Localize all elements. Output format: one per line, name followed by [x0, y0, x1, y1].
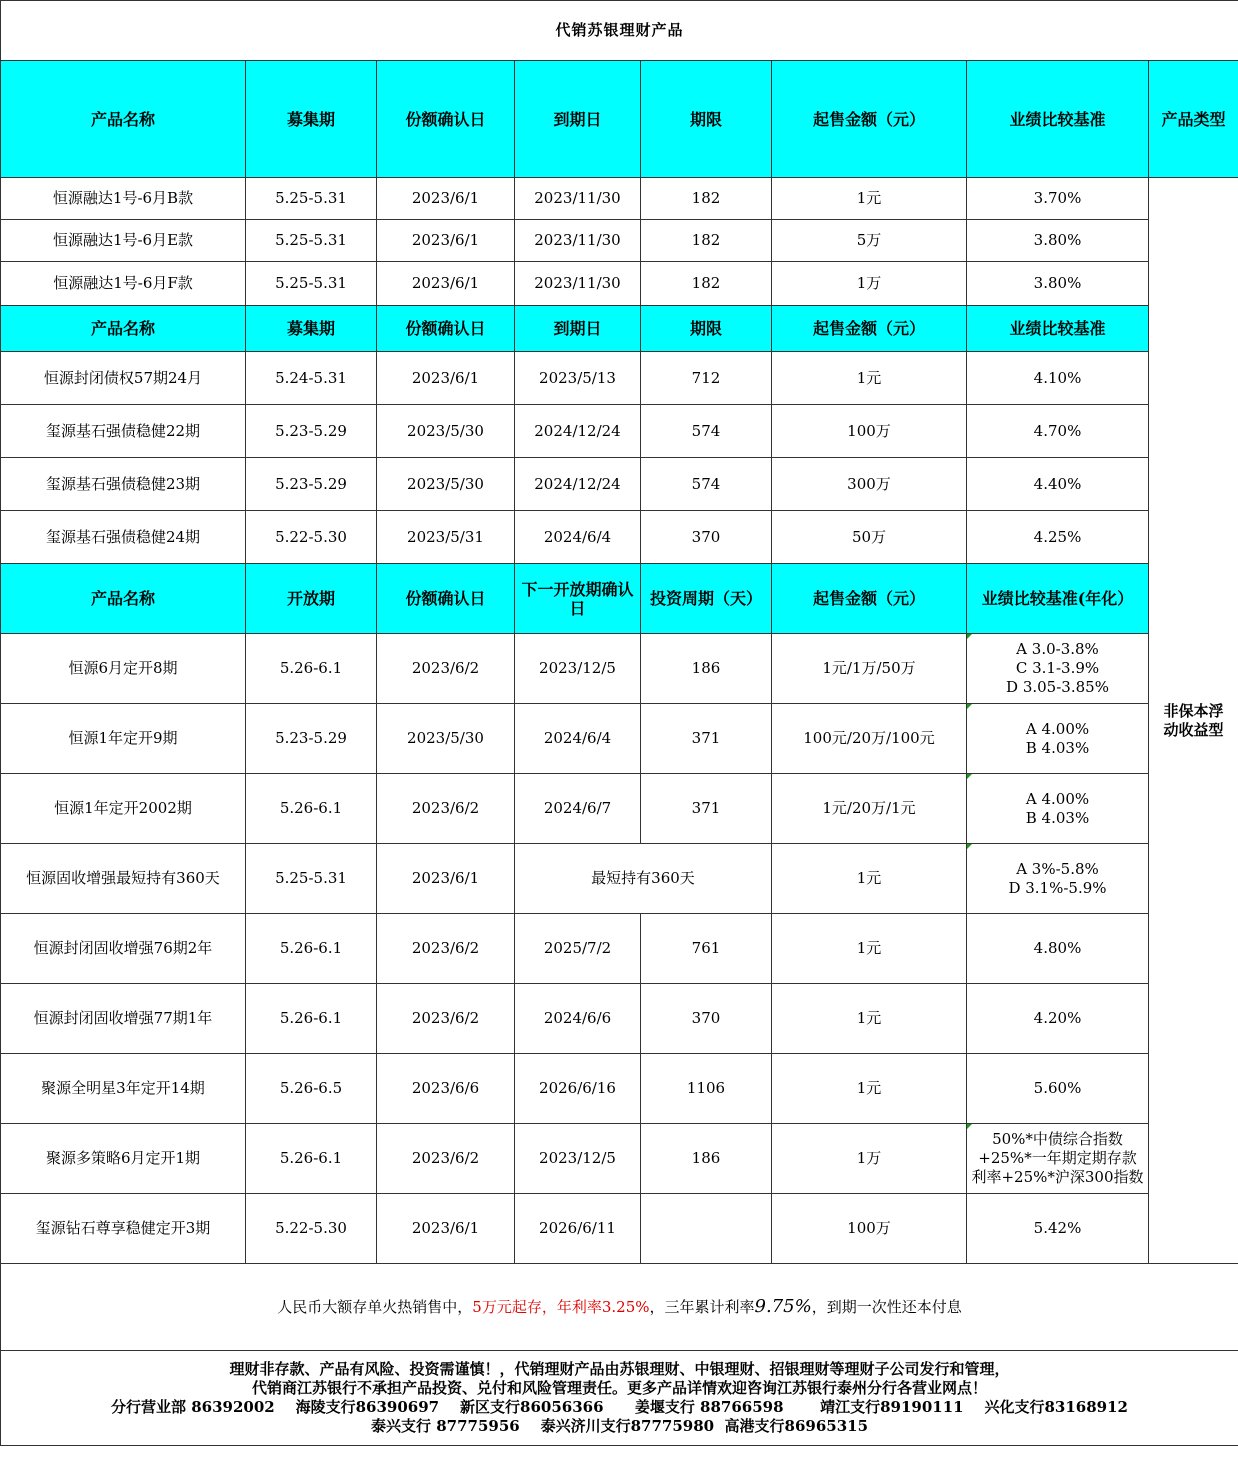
maturity-date: 2024/6/7 [515, 774, 641, 844]
maturity-date: 2023/12/5 [515, 634, 641, 704]
table-row [1, 634, 1238, 704]
table-row [1, 1124, 1238, 1194]
maturity-date: 2023/11/30 [515, 220, 641, 262]
header-min-amount: 起售金额（元） [772, 61, 967, 178]
min-amount: 1元 [772, 352, 967, 405]
period: 5.26-6.1 [246, 774, 377, 844]
confirm-date: 2023/6/2 [377, 984, 515, 1054]
benchmark: 4.80% [967, 914, 1149, 984]
min-amount: 100元/20万/100元 [772, 704, 967, 774]
min-amount: 50万 [772, 511, 967, 564]
section1-header-row [1, 61, 1238, 178]
period: 5.25-5.31 [246, 178, 377, 220]
term: 370 [641, 984, 772, 1054]
benchmark: 4.70% [967, 405, 1149, 458]
maturity-date: 2023/12/5 [515, 1124, 641, 1194]
product-name: 恒源固收增强最短持有360天 [1, 844, 246, 914]
header-term: 期限 [641, 306, 772, 352]
product-name: 恒源融达1号-6月F款 [1, 262, 246, 306]
benchmark: 3.80% [967, 220, 1149, 262]
period: 5.23-5.29 [246, 704, 377, 774]
term: 1106 [641, 1054, 772, 1124]
product-name: 聚源多策略6月定开1期 [1, 1124, 246, 1194]
page-title: 代销苏银理财产品 [1, 1, 1238, 61]
min-amount: 1元 [772, 844, 967, 914]
confirm-date: 2023/5/30 [377, 405, 515, 458]
table-row [1, 352, 1238, 405]
confirm-date: 2023/6/6 [377, 1054, 515, 1124]
product-name: 玺源基石强债稳健23期 [1, 458, 246, 511]
header-maturity-date: 下一开放期确认日 [515, 564, 641, 634]
period: 5.23-5.29 [246, 405, 377, 458]
promo-part2: 5万元起存，年利率3.25% [472, 1298, 650, 1316]
header-maturity-date: 到期日 [515, 306, 641, 352]
maturity-date: 2023/11/30 [515, 262, 641, 306]
maturity-date: 2024/12/24 [515, 405, 641, 458]
table-row [1, 178, 1238, 220]
term: 574 [641, 458, 772, 511]
benchmark: 50%*中债综合指数 +25%*一年期定期存款 利率+25%*沪深300指数 [967, 1124, 1149, 1194]
header-term: 投资周期（天） [641, 564, 772, 634]
promo-row [1, 1264, 1238, 1351]
min-amount: 1万 [772, 1124, 967, 1194]
product-name: 恒源6月定开8期 [1, 634, 246, 704]
maturity-date: 2026/6/16 [515, 1054, 641, 1124]
min-amount: 100万 [772, 405, 967, 458]
product-name: 玺源基石强债稳健24期 [1, 511, 246, 564]
min-amount: 1元 [772, 178, 967, 220]
min-amount: 1元 [772, 914, 967, 984]
confirm-date: 2023/6/1 [377, 352, 515, 405]
table-row [1, 1054, 1238, 1124]
section2-header-row [1, 306, 1238, 352]
confirm-date: 2023/6/1 [377, 262, 515, 306]
product-name: 恒源融达1号-6月E款 [1, 220, 246, 262]
table-row [1, 405, 1238, 458]
header-product-type: 产品类型 [1149, 61, 1238, 178]
term [641, 1194, 772, 1264]
product-name: 聚源全明星3年定开14期 [1, 1054, 246, 1124]
section3-header-row [1, 564, 1238, 634]
header-min-amount: 起售金额（元） [772, 306, 967, 352]
footer-line4: 泰兴支行 87775956 泰兴济川支行87775980 高港支行86965315 [370, 1417, 869, 1435]
table-row [1, 774, 1238, 844]
term: 371 [641, 774, 772, 844]
period: 5.26-6.1 [246, 1124, 377, 1194]
header-product-name: 产品名称 [1, 564, 246, 634]
maturity-date: 2024/6/4 [515, 511, 641, 564]
header-confirm-date: 份额确认日 [377, 306, 515, 352]
min-amount: 1元/1万/50万 [772, 634, 967, 704]
min-amount: 1元 [772, 984, 967, 1054]
confirm-date: 2023/6/2 [377, 1124, 515, 1194]
table-row [1, 844, 1238, 914]
header-benchmark: 业绩比较基准 [967, 306, 1149, 352]
promo-part3: ，三年累计利率 [649, 1298, 755, 1316]
table-row [1, 984, 1238, 1054]
min-amount: 1元 [772, 1054, 967, 1124]
term: 574 [641, 405, 772, 458]
maturity-date: 2023/11/30 [515, 178, 641, 220]
benchmark: A 3%-5.8% D 3.1%-5.9% [967, 844, 1149, 914]
product-name: 恒源1年定开2002期 [1, 774, 246, 844]
period: 5.25-5.31 [246, 262, 377, 306]
product-name: 恒源封闭固收增强76期2年 [1, 914, 246, 984]
min-amount: 5万 [772, 220, 967, 262]
confirm-date: 2023/5/31 [377, 511, 515, 564]
maturity-date: 2024/6/4 [515, 704, 641, 774]
period: 5.23-5.29 [246, 458, 377, 511]
period: 5.25-5.31 [246, 844, 377, 914]
period: 5.25-5.31 [246, 220, 377, 262]
benchmark: A 4.00% B 4.03% [967, 704, 1149, 774]
product-name: 恒源1年定开9期 [1, 704, 246, 774]
benchmark: 4.25% [967, 511, 1149, 564]
promo-part5: ，到期一次性还本付息 [811, 1298, 962, 1316]
period: 5.22-5.30 [246, 1194, 377, 1264]
term: 186 [641, 634, 772, 704]
footer-line1: 理财非存款、产品有风险、投资需谨慎！，代销理财产品由苏银理财、中银理财、招银理财等理财子公司发行和管理， [229, 1360, 1010, 1378]
table-row [1, 914, 1238, 984]
promo-part4: 9.75% [754, 1296, 812, 1317]
header-period: 募集期 [246, 61, 377, 178]
term: 371 [641, 704, 772, 774]
product-name: 玺源钻石尊享稳健定开3期 [1, 1194, 246, 1264]
footer-line3: 分行营业部 86392002 海陵支行86390697 新区支行86056366 姜堰支行 88766598 靖江支行89190111 兴化支行83168912 [111, 1398, 1128, 1416]
min-amount: 300万 [772, 458, 967, 511]
confirm-date: 2023/6/1 [377, 1194, 515, 1264]
period: 5.26-6.1 [246, 634, 377, 704]
header-benchmark: 业绩比较基准 [967, 61, 1149, 178]
header-period: 开放期 [246, 564, 377, 634]
promo-banner [1, 1264, 1238, 1351]
maturity-date: 2024/6/6 [515, 984, 641, 1054]
min-amount: 100万 [772, 1194, 967, 1264]
table-row [1, 704, 1238, 774]
benchmark: A 4.00% B 4.03% [967, 774, 1149, 844]
period: 5.26-6.1 [246, 914, 377, 984]
table-row [1, 220, 1238, 262]
maturity-date: 2023/5/13 [515, 352, 641, 405]
header-term: 期限 [641, 61, 772, 178]
confirm-date: 2023/6/1 [377, 844, 515, 914]
term: 182 [641, 178, 772, 220]
term: 712 [641, 352, 772, 405]
confirm-date: 2023/6/2 [377, 774, 515, 844]
benchmark: A 3.0-3.8% C 3.1-3.9% D 3.05-3.85% [967, 634, 1149, 704]
confirm-date: 2023/6/2 [377, 914, 515, 984]
table-row [1, 511, 1238, 564]
confirm-date: 2023/6/1 [377, 178, 515, 220]
benchmark: 5.60% [967, 1054, 1149, 1124]
period: 5.26-6.1 [246, 984, 377, 1054]
benchmark: 3.70% [967, 178, 1149, 220]
header-maturity-date: 到期日 [515, 61, 641, 178]
product-name: 恒源封闭固收增强77期1年 [1, 984, 246, 1054]
term: 182 [641, 220, 772, 262]
footer-disclaimer [1, 1351, 1238, 1446]
product-type-cell: 非保本浮 动收益型 [1149, 178, 1238, 1264]
maturity-date: 最短持有360天 [515, 844, 772, 914]
maturity-date: 2026/6/11 [515, 1194, 641, 1264]
benchmark: 4.20% [967, 984, 1149, 1054]
min-amount: 1元/20万/1元 [772, 774, 967, 844]
period: 5.22-5.30 [246, 511, 377, 564]
table-row [1, 262, 1238, 306]
maturity-date: 2024/12/24 [515, 458, 641, 511]
confirm-date: 2023/6/2 [377, 634, 515, 704]
period: 5.26-6.5 [246, 1054, 377, 1124]
benchmark: 4.10% [967, 352, 1149, 405]
header-product-name: 产品名称 [1, 306, 246, 352]
header-min-amount: 起售金额（元） [772, 564, 967, 634]
footer-row [1, 1351, 1238, 1446]
header-period: 募集期 [246, 306, 377, 352]
header-confirm-date: 份额确认日 [377, 564, 515, 634]
benchmark: 4.40% [967, 458, 1149, 511]
benchmark: 3.80% [967, 262, 1149, 306]
product-name: 恒源融达1号-6月B款 [1, 178, 246, 220]
confirm-date: 2023/6/1 [377, 220, 515, 262]
table-row [1, 458, 1238, 511]
header-product-name: 产品名称 [1, 61, 246, 178]
term: 370 [641, 511, 772, 564]
min-amount: 1万 [772, 262, 967, 306]
term: 761 [641, 914, 772, 984]
confirm-date: 2023/5/30 [377, 458, 515, 511]
maturity-date: 2025/7/2 [515, 914, 641, 984]
footer-line2: 代销商江苏银行不承担产品投资、兑付和风险管理责任。更多产品详情欢迎咨询江苏银行泰州分行各营业网点！ [252, 1379, 988, 1397]
confirm-date: 2023/5/30 [377, 704, 515, 774]
product-name: 恒源封闭债权57期24月 [1, 352, 246, 405]
benchmark: 5.42% [967, 1194, 1149, 1264]
product-name: 玺源基石强债稳健22期 [1, 405, 246, 458]
term: 182 [641, 262, 772, 306]
period: 5.24-5.31 [246, 352, 377, 405]
header-confirm-date: 份额确认日 [377, 61, 515, 178]
header-benchmark: 业绩比较基准(年化） [967, 564, 1149, 634]
table-row [1, 1194, 1238, 1264]
term: 186 [641, 1124, 772, 1194]
promo-part1: 人民币大额存单火热销售中， [277, 1298, 473, 1316]
